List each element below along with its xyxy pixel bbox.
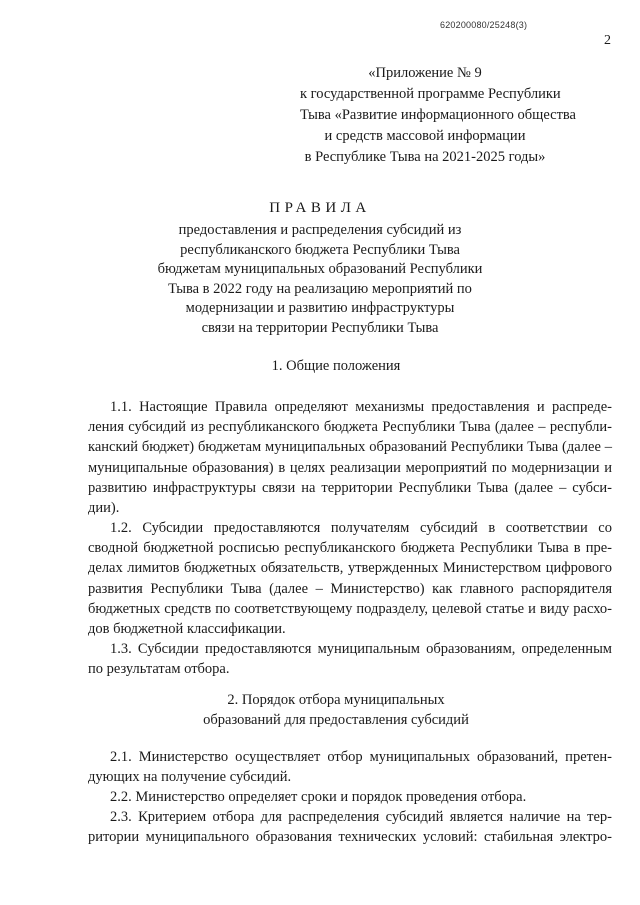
document-subtitle [120, 221, 520, 338]
text-line: дии). [88, 500, 120, 517]
text-line: дов бюджетной классификации. [88, 621, 286, 638]
document-id: 620200080/25248(3) [440, 20, 528, 30]
text-line: 1.3. Субсидии предоставляются муниципальным образованиям, определенным [110, 641, 612, 657]
text-line: развитию инфраструктуры связи на территории Республики Тыва (далее – субси- [88, 479, 612, 496]
paragraph-1-2 [88, 518, 612, 639]
subtitle-line: связи на территории Республики Тыва [201, 319, 439, 336]
paragraph-1-1 [88, 397, 612, 518]
annex-line: Тыва «Развитие информационного общества [300, 107, 576, 123]
text-line: 2.3. Критерием отбора для распределения субсидий является наличие на тер- [110, 809, 612, 825]
subtitle-line: предоставления и распределения субсидий из [178, 222, 462, 238]
paragraph-2-2 [88, 787, 612, 807]
paragraph-2-1 [88, 747, 612, 787]
text-line: 2.1. Министерство осуществляет отбор муниципальных образований, претен- [110, 749, 612, 765]
text-line: канский бюджет) бюджетам муниципальных образований Республики Тыва (далее – [88, 439, 612, 456]
section-heading-text: образований для предоставления субсидий [203, 712, 469, 728]
text-line: ления субсидий из республиканского бюджета Республики Тыва (далее – республи- [88, 419, 612, 436]
text-line: ритории муниципального образования технических условий: стабильная электро- [88, 829, 612, 846]
section-heading-text: 1. Общие положения [271, 358, 401, 374]
text-line: по результатам отбора. [88, 661, 230, 678]
text-line: сводной бюджетной росписью республиканского бюджета Республики Тыва в пре- [88, 540, 612, 557]
annex-line: и средств массовой информации [324, 128, 526, 144]
annex-line: в Республике Тыва на 2021-2025 годы» [304, 149, 546, 165]
text-line: делах лимитов бюджетных обязательств, утвержденных Министерством цифрового [88, 560, 612, 577]
section-1-heading [0, 356, 640, 376]
document-title: ПРАВИЛА [269, 200, 371, 216]
text-line: 1.1. Настоящие Правила определяют механизмы предоставления и распреде- [110, 399, 612, 415]
subtitle-line: Тыва в 2022 году на реализацию мероприятий по [168, 280, 472, 297]
text-line: бюджетных средств по соответствующему подразделу, целевой статье и виду расхо- [88, 600, 612, 617]
page-number: 2 [604, 33, 611, 48]
text-line: 2.2. Министерство определяет сроки и порядок проведения отбора. [110, 789, 527, 805]
paragraph-1-3 [88, 639, 612, 679]
section-heading-text: 2. Порядок отбора муниципальных [227, 692, 445, 708]
text-line: развития Республики Тыва (далее – Министерство) как главного распорядителя [88, 580, 612, 597]
text-line: дующих на получение субсидий. [88, 769, 292, 786]
annex-line: к государственной программе Республики [300, 86, 561, 102]
text-line: муниципальные образования) в целях реализации мероприятий по модернизации и [88, 459, 612, 476]
annex-line: «Приложение № 9 [368, 65, 482, 81]
subtitle-line: модернизации и развитию инфраструктуры [185, 300, 455, 316]
annex-block [300, 63, 576, 168]
text-line: 1.2. Субсидии предоставляются получателям субсидий в соответствии со [110, 520, 612, 536]
paragraph-2-3 [88, 807, 612, 847]
subtitle-line: бюджетам муниципальных образований Республики [157, 261, 483, 277]
section-2-heading [0, 690, 640, 730]
subtitle-line: республиканского бюджета Республики Тыва [180, 241, 460, 258]
